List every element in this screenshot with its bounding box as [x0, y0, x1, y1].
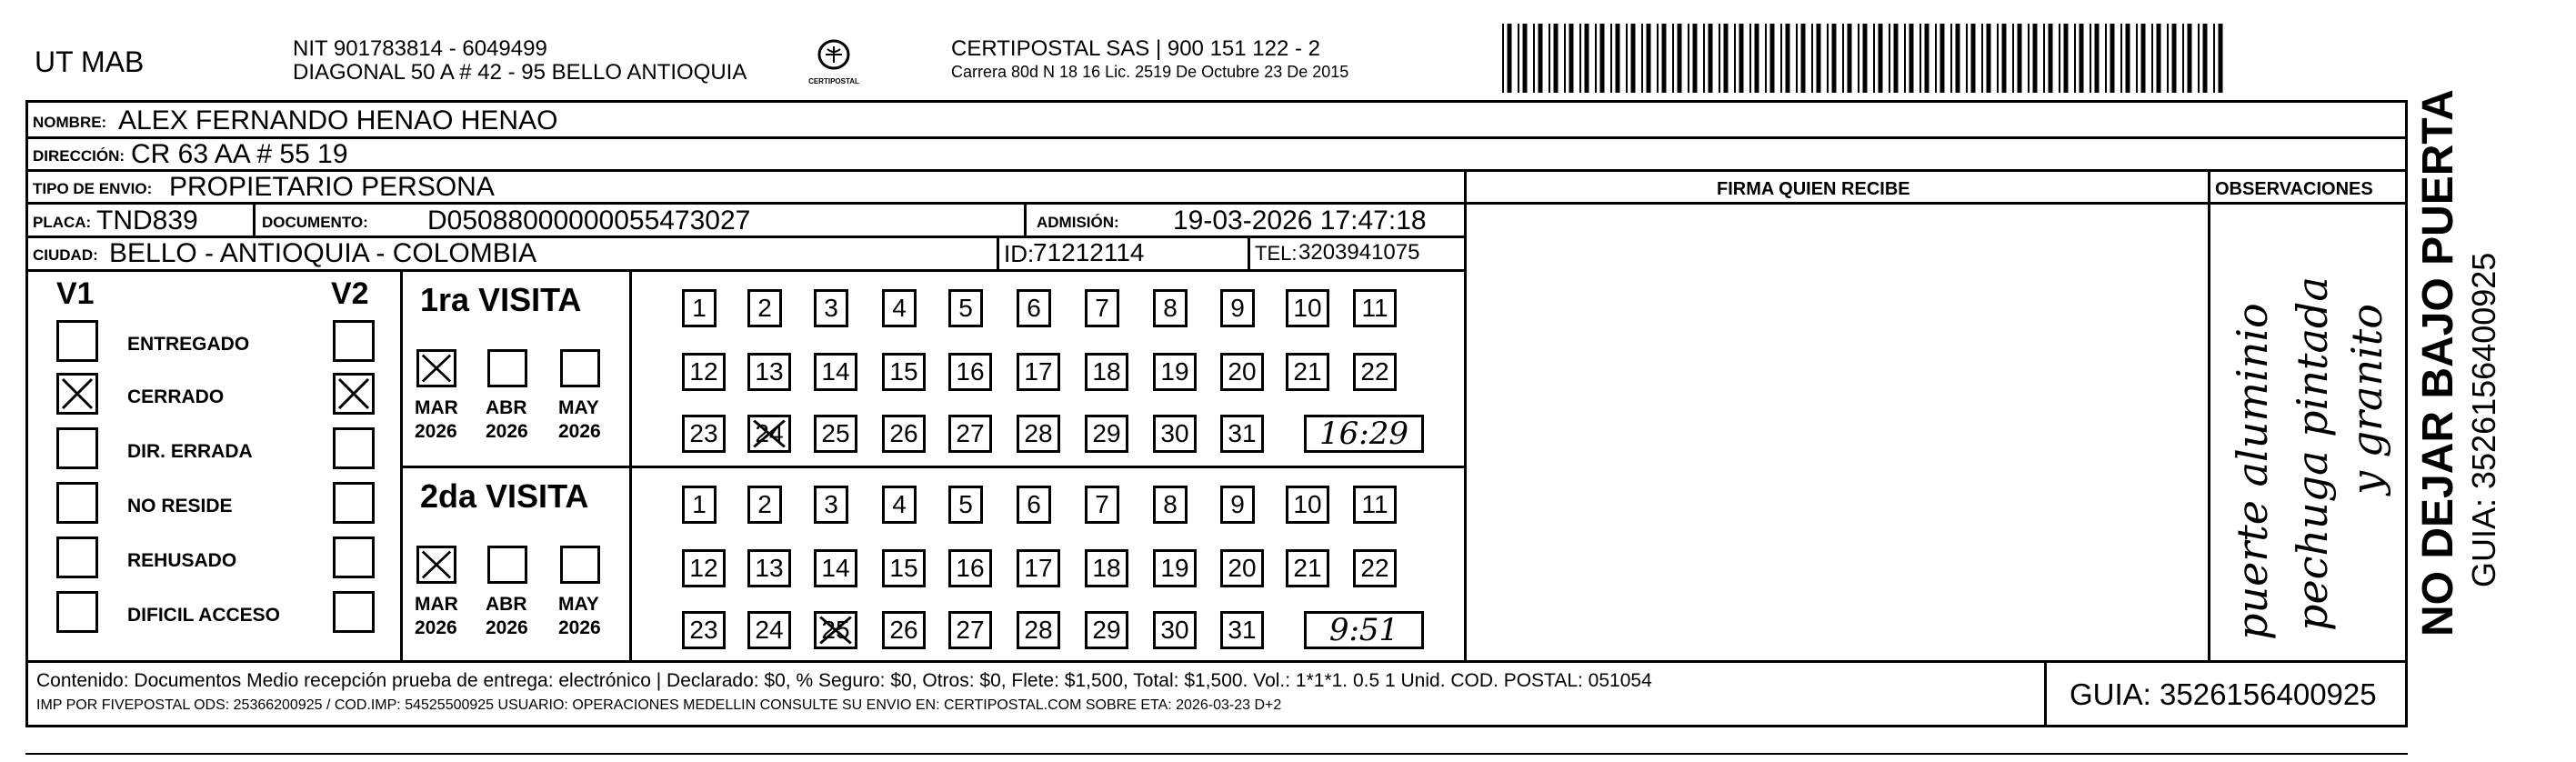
v1-checkbox[interactable] [56, 427, 98, 469]
day-box[interactable]: 13 [747, 353, 791, 391]
day-box[interactable]: 24 [747, 415, 791, 453]
day-box[interactable]: 20 [1220, 549, 1264, 587]
direccion-value: CR 63 AA # 55 19 [131, 139, 348, 169]
v2-checkbox[interactable] [333, 320, 375, 362]
year-label: 2026 [486, 617, 528, 638]
month-checkbox[interactable] [416, 349, 456, 387]
day-box[interactable]: 18 [1085, 353, 1128, 391]
time-box[interactable]: 9:51 [1304, 611, 1424, 649]
day-box[interactable]: 16 [948, 353, 992, 391]
handwriting-line-3: y granito [2342, 304, 2391, 495]
ciudad-value: BELLO - ANTIOQUIA - COLOMBIA [109, 238, 537, 268]
day-box[interactable]: 13 [747, 549, 791, 587]
day-box[interactable]: 9 [1220, 289, 1255, 327]
tel-label: TEL: [1255, 242, 1298, 265]
status-label: NO RESIDE [127, 496, 233, 516]
tipo-envio-label: TIPO DE ENVIO: [33, 180, 153, 197]
day-box[interactable]: 17 [1017, 549, 1060, 587]
month-checkbox[interactable] [560, 349, 600, 387]
year-label: 2026 [486, 421, 528, 442]
day-box[interactable]: 8 [1153, 289, 1188, 327]
day-box[interactable]: 29 [1085, 415, 1128, 453]
side-guia: GUIA: 3526156400925 [2465, 252, 2502, 587]
day-box[interactable]: 28 [1017, 611, 1060, 649]
day-box[interactable]: 18 [1085, 549, 1128, 587]
address-line: DIAGONAL 50 A # 42 - 95 BELLO ANTIOQUIA [293, 60, 747, 85]
v1-label: V1 [56, 276, 95, 311]
id-value: 71212114 [1033, 238, 1145, 266]
logo-text: CERTIPOSTAL [808, 77, 859, 85]
day-box[interactable]: 24 [747, 611, 791, 649]
time-box[interactable]: 16:29 [1304, 415, 1424, 453]
day-box[interactable]: 6 [1017, 289, 1051, 327]
day-box[interactable]: 3 [814, 486, 848, 524]
observaciones-label: OBSERVACIONES [2215, 179, 2373, 199]
status-label: REHUSADO [127, 550, 237, 571]
month-checkbox[interactable] [416, 546, 456, 584]
day-box[interactable]: 6 [1017, 486, 1051, 524]
year-label: 2026 [558, 617, 601, 638]
month-checkbox[interactable] [487, 349, 527, 387]
day-box[interactable]: 2 [747, 486, 782, 524]
day-box[interactable]: 28 [1017, 415, 1060, 453]
status-label: CERRADO [127, 386, 225, 407]
nit-line: NIT 901783814 - 6049499 [293, 36, 547, 61]
month-label: MAR [415, 397, 458, 418]
handwriting-line-2: pechuga pintada [2288, 276, 2337, 631]
day-box[interactable]: 7 [1085, 486, 1119, 524]
admision-value: 19-03-2026 17:47:18 [1173, 206, 1427, 236]
day-box[interactable]: 12 [682, 549, 726, 587]
tipo-envio-value: PROPIETARIO PERSONA [169, 172, 495, 202]
day-box[interactable]: 11 [1353, 486, 1397, 524]
id-label: ID: [1004, 240, 1035, 267]
footer-line-1: Contenido: Documentos Medio recepción prueba de entrega: electrónico | Declarado: $0, % Seguro: $0, Otros: $0, Flete: $1,500, Total: $1,500. Vol.: 1*1*1. 0.5 1 Unid. COD. POSTAL: 051054 [36, 670, 1652, 691]
day-box[interactable]: 29 [1085, 611, 1128, 649]
day-box[interactable]: 30 [1153, 611, 1197, 649]
status-label: ENTREGADO [127, 334, 250, 355]
v2-label: V2 [331, 276, 369, 311]
visit-title: 1ra VISITA [420, 281, 582, 318]
direccion-label: DIRECCIÓN: [33, 147, 125, 165]
nombre-label: NOMBRE: [33, 114, 107, 131]
v2-checkbox[interactable] [333, 536, 375, 578]
day-box[interactable]: 19 [1153, 549, 1197, 587]
day-box[interactable]: 1 [682, 486, 717, 524]
day-box[interactable]: 4 [882, 289, 917, 327]
placa-value: TND839 [96, 206, 198, 236]
day-box[interactable]: 31 [1220, 611, 1264, 649]
day-box[interactable]: 7 [1085, 289, 1119, 327]
no-dejar-bajo-puerta: NO DEJAR BAJO PUERTA [2414, 89, 2462, 637]
placa-label: PLACA: [33, 214, 92, 231]
footer-guia: GUIA: 3526156400925 [2070, 677, 2377, 711]
certipostal-line: CERTIPOSTAL SAS | 900 151 122 - 2 [951, 36, 1320, 61]
day-box[interactable]: 26 [882, 415, 926, 453]
day-box[interactable]: 20 [1220, 353, 1264, 391]
documento-label: DOCUMENTO: [262, 214, 368, 231]
day-box[interactable]: 23 [682, 611, 726, 649]
day-box[interactable]: 19 [1153, 353, 1197, 391]
documento-value: D05088000000055473027 [427, 206, 751, 236]
day-box[interactable]: 22 [1353, 353, 1397, 391]
day-box[interactable]: 9 [1220, 486, 1255, 524]
day-box[interactable]: 15 [882, 549, 926, 587]
month-label: ABR [486, 397, 527, 418]
v1-checkbox[interactable] [56, 591, 98, 633]
day-box[interactable]: 27 [948, 415, 992, 453]
day-box[interactable]: 2 [747, 289, 782, 327]
day-box[interactable]: 17 [1017, 353, 1060, 391]
day-box[interactable]: 25 [814, 415, 857, 453]
day-box[interactable]: 21 [1286, 353, 1329, 391]
handwriting-line-1: puerte aluminio [2228, 303, 2277, 640]
v2-checkbox[interactable] [333, 482, 375, 524]
nombre-value: ALEX FERNANDO HENAO HENAO [118, 105, 558, 135]
ciudad-label: CIUDAD: [33, 246, 98, 264]
day-box[interactable]: 30 [1153, 415, 1197, 453]
day-box[interactable]: 5 [948, 486, 983, 524]
month-checkbox[interactable] [487, 546, 527, 584]
day-box[interactable]: 26 [882, 611, 926, 649]
day-box[interactable]: 15 [882, 353, 926, 391]
certipostal-logo [807, 35, 860, 89]
v2-checkbox[interactable] [333, 427, 375, 469]
day-box[interactable]: 22 [1353, 549, 1397, 587]
footer-line-2: IMP POR FIVEPOSTAL ODS: 25366200925 / COD.IMP: 54525500925 USUARIO: OPERACIONES MEDELLIN CONSULTE SU ENVIO EN: CERTIPOSTAL.COM SOBRE ETA: 2026-03-23 D+2 [36, 697, 1282, 713]
status-label: DIFICIL ACCESO [127, 605, 281, 626]
month-label: MAY [558, 594, 599, 615]
day-box[interactable]: 4 [882, 486, 917, 524]
day-box[interactable]: 5 [948, 289, 983, 327]
visit-title: 2da VISITA [420, 477, 589, 515]
day-box[interactable]: 3 [814, 289, 848, 327]
month-label: ABR [486, 594, 527, 615]
day-box[interactable]: 12 [682, 353, 726, 391]
resolution-line: Carrera 80d N 18 16 Lic. 2519 De Octubre 23 De 2015 [951, 63, 1349, 81]
v1-checkbox[interactable] [56, 373, 98, 415]
v2-checkbox[interactable] [333, 373, 375, 415]
day-box[interactable]: 10 [1286, 486, 1329, 524]
day-box[interactable]: 16 [948, 549, 992, 587]
status-label: DIR. ERRADA [127, 441, 253, 462]
v1-checkbox[interactable] [56, 482, 98, 524]
day-box[interactable]: 14 [814, 353, 857, 391]
year-label: 2026 [415, 617, 457, 638]
day-box[interactable]: 10 [1286, 289, 1329, 327]
day-box[interactable]: 27 [948, 611, 992, 649]
year-label: 2026 [415, 421, 457, 442]
tel-value: 3203941075 [1298, 240, 1420, 265]
month-label: MAR [415, 594, 458, 615]
admision-label: ADMISIÓN: [1037, 214, 1119, 231]
day-box[interactable]: 11 [1353, 289, 1397, 327]
day-box[interactable]: 23 [682, 415, 726, 453]
day-box[interactable]: 14 [814, 549, 857, 587]
day-box[interactable]: 21 [1286, 549, 1329, 587]
day-box[interactable]: 31 [1220, 415, 1264, 453]
year-label: 2026 [558, 421, 601, 442]
v1-checkbox[interactable] [56, 320, 98, 362]
v1-checkbox[interactable] [56, 536, 98, 578]
day-box[interactable]: 1 [682, 289, 717, 327]
day-box[interactable]: 8 [1153, 486, 1188, 524]
v2-checkbox[interactable] [333, 591, 375, 633]
company-name: UT MAB [35, 45, 145, 78]
month-label: MAY [558, 397, 599, 418]
observaciones-handwriting [2210, 204, 2406, 658]
month-checkbox[interactable] [560, 546, 600, 584]
barcode [1502, 24, 2230, 93]
firma-label: FIRMA QUIEN RECIBE [1717, 179, 1910, 199]
day-box[interactable]: 25 [814, 611, 857, 649]
